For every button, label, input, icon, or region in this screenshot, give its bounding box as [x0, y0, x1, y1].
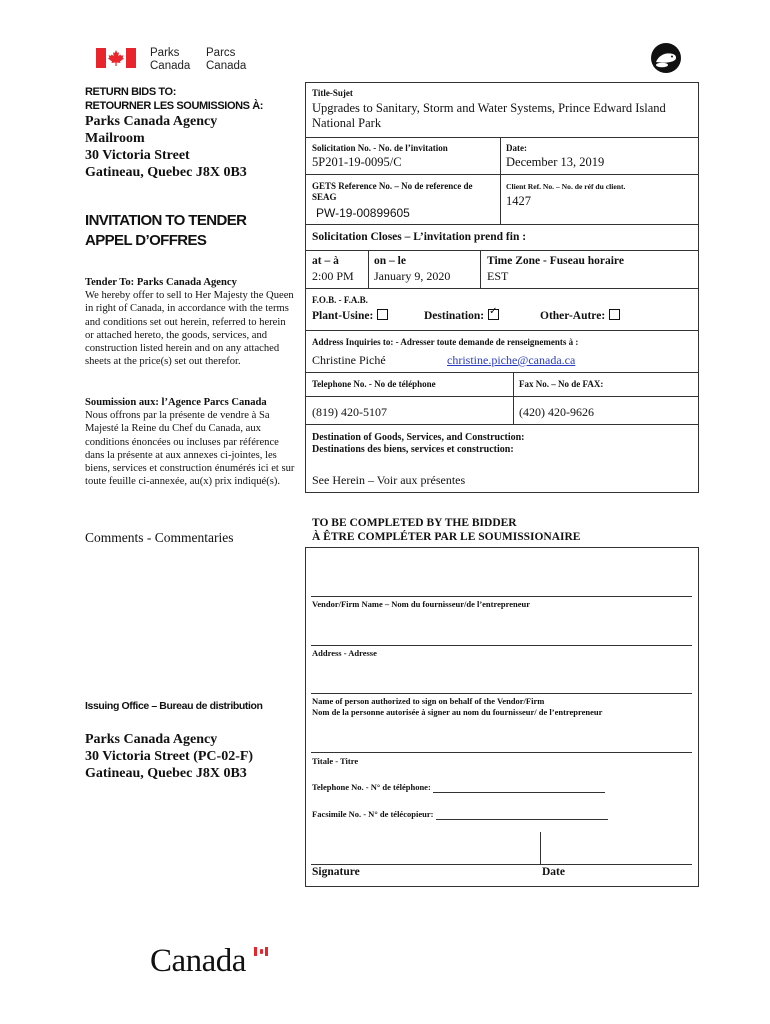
address-label: Address - Adresse — [312, 648, 377, 658]
return-bids-en: RETURN BIDS TO: — [85, 86, 176, 98]
gets-ref-label: GETS Reference No. – No de reference de SEAG — [312, 181, 473, 202]
destination-option[interactable] — [424, 309, 499, 322]
client-ref-label: Client Ref. No. – No. de réf du client. — [506, 182, 626, 191]
authorized-name-line[interactable] — [311, 693, 692, 694]
agency-name-en-1: Parks — [150, 47, 180, 59]
return-address-line: Gatineau, Quebec J8X 0B3 — [85, 165, 247, 180]
canada-wordmark — [150, 943, 275, 983]
contact-name: Christine Piché — [312, 353, 386, 367]
return-address-line: 30 Victoria Street — [85, 148, 190, 163]
other-autre-checkbox[interactable] — [609, 309, 620, 320]
signature-line[interactable] — [311, 864, 692, 865]
contact-email-link[interactable]: christine.piche@canada.ca — [447, 353, 576, 367]
on-label: on – le — [374, 255, 406, 267]
bidder-heading — [312, 516, 580, 544]
destination-goods-value: See Herein – Voir aux présentes — [312, 473, 466, 487]
soumission-block — [85, 396, 295, 488]
solicitation-no-label: Solicitation No. - No. de l’invitation — [312, 143, 448, 153]
destination-label: Destination: — [424, 310, 485, 322]
title-label: Title-Sujet — [312, 88, 353, 98]
authorized-name-label-fr: Nom de la personne autorisée à signer au nom du fournisseur/ de l’entrepreneur — [312, 707, 603, 717]
bidder-heading-en: TO BE COMPLETED BY THE BIDDER — [312, 517, 517, 529]
agency-name-fr-2: Canada — [206, 60, 247, 72]
soumission-text: Nous offrons par la présente de vendre à Sa Majesté la Reine du Chef du Canada, aux conditions énoncées ou incluses par référence dans la présente at aux annexes ci-jointes, les biens, services et construction énumérés ici et sur toute feuille ci-annexée, au(x) prix indiqué(s). — [85, 410, 295, 488]
canada-flag-icon — [96, 48, 136, 68]
soumission-label: Soumission aux: l’Agence Parcs Canada — [85, 397, 267, 408]
date-value: December 13, 2019 — [506, 155, 605, 169]
tender-to-block — [85, 276, 295, 368]
telephone-value: (819) 420-5107 — [312, 405, 387, 419]
plant-usine-label: Plant-Usine: — [312, 310, 374, 322]
bidder-telephone-input[interactable] — [433, 782, 605, 793]
issuing-address — [85, 731, 253, 782]
return-address-line: Mailroom — [85, 131, 145, 146]
bidder-facsimile-field[interactable] — [312, 809, 608, 820]
bidder-telephone-label: Telephone No. - N° de téléphone: — [312, 782, 431, 792]
title-value: Upgrades to Sanitary, Storm and Water Systems, Prince Edward Island National Park — [312, 101, 666, 130]
agency-name-fr-1: Parcs — [206, 47, 236, 59]
destination-checkbox[interactable] — [488, 309, 499, 320]
at-label: at – à — [312, 255, 339, 267]
return-address-line: Parks Canada Agency — [85, 114, 218, 129]
client-ref-value: 1427 — [506, 194, 531, 208]
wordmark-flag-icon — [254, 947, 268, 956]
return-bids-fr: RETOURNER LES SOUMISSIONS À: — [85, 100, 264, 112]
authorized-name-label-en: Name of person authorized to sign on behalf of the Vendor/Firm — [312, 696, 545, 706]
timezone-value: EST — [487, 269, 509, 283]
tender-to-label: Tender To: Parks Canada Agency — [85, 277, 237, 288]
telephone-label: Telephone No. - No de téléphone — [312, 379, 436, 389]
at-value: 2:00 PM — [312, 269, 354, 283]
invitation-fr: APPEL D’OFFRES — [85, 232, 207, 249]
bidder-facsimile-input[interactable] — [436, 809, 608, 820]
closes-label: Solicitation Closes – L’invitation prend fin : — [312, 231, 527, 243]
authorized-name-label — [312, 696, 602, 718]
vendor-name-line[interactable] — [311, 596, 692, 597]
address-line[interactable] — [311, 645, 692, 646]
bidder-telephone-field[interactable] — [312, 782, 605, 793]
gets-ref-value: PW-19-00899605 — [316, 206, 410, 220]
canada-wordmark-text: Canada — [150, 943, 246, 979]
return-address — [85, 113, 247, 181]
date-signed-label: Date — [542, 866, 565, 878]
plant-usine-option[interactable] — [312, 309, 388, 322]
bidder-title-label: Titale - Titre — [312, 756, 359, 766]
bidder-heading-fr: À ÊTRE COMPLÉTER PAR LE SOUMISSIONAIRE — [312, 531, 581, 543]
solicitation-no-value: 5P201-19-0095/C — [312, 155, 402, 169]
date-label: Date: — [506, 143, 527, 153]
other-autre-option[interactable] — [540, 309, 620, 322]
on-value: January 9, 2020 — [374, 269, 451, 283]
title-line[interactable] — [311, 752, 692, 753]
destination-goods-label — [312, 432, 525, 456]
bidder-facsimile-label: Facsimile No. - N° de télécopieur: — [312, 809, 434, 819]
vendor-name-label: Vendor/Firm Name – Nom du fournisseur/de l’entrepreneur — [312, 599, 530, 609]
destination-goods-label-fr: Destinations des biens, services et construction: — [312, 444, 514, 455]
destination-goods-label-en: Destination of Goods, Services, and Construction: — [312, 432, 525, 443]
plant-usine-checkbox[interactable] — [377, 309, 388, 320]
agency-name-en-2: Canada — [150, 60, 191, 72]
comments-label: Comments - Commentaries — [85, 530, 234, 545]
invitation-en: INVITATION TO TENDER — [85, 212, 247, 229]
issuing-address-line: Parks Canada Agency — [85, 732, 218, 747]
tender-to-text: We hereby offer to sell to Her Majesty the Queen in right of Canada, in accordance with the terms and conditions set out herein, referred to herein or attached hereto, the goods, services, and construction listed herein and on any attached sheets at the price(s) set out therefor. — [85, 290, 294, 368]
fob-label: F.O.B. - F.A.B. — [312, 295, 368, 305]
beaver-emblem-icon — [650, 42, 682, 74]
signature-label: Signature — [312, 866, 360, 878]
issuing-address-line: Gatineau, Quebec J8X 0B3 — [85, 766, 247, 781]
issuing-address-line: 30 Victoria Street (PC-02-F) — [85, 749, 254, 764]
issuing-office-heading: Issuing Office – Bureau de distribution — [85, 700, 263, 712]
timezone-label: Time Zone - Fuseau horaire — [487, 255, 624, 267]
inquiries-label: Address Inquiries to: - Adresser toute demande de renseignements à : — [312, 337, 579, 347]
other-autre-label: Other-Autre: — [540, 310, 606, 322]
fax-label: Fax No. – No de FAX: — [519, 379, 604, 389]
invitation-heading — [85, 211, 246, 251]
return-bids-heading — [85, 85, 263, 113]
fax-value: (420) 420-9626 — [519, 405, 594, 419]
